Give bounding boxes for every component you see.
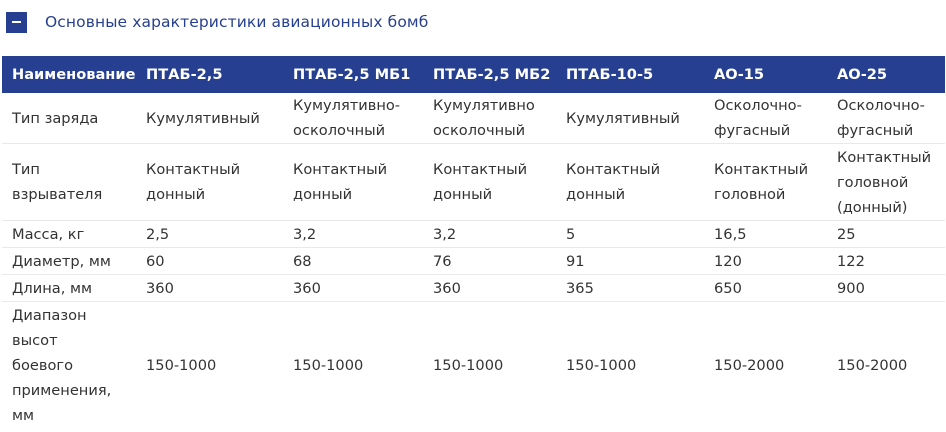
table-cell — [283, 302, 423, 430]
cell-line: фугасный — [714, 122, 791, 139]
cell-line: 3,2 — [433, 225, 457, 243]
row-mass — [2, 221, 945, 248]
row-label-line: Длина, мм — [12, 279, 92, 297]
table-cell — [283, 275, 423, 302]
row-label — [2, 302, 136, 430]
cell-line: 91 — [566, 252, 585, 270]
cell-line: 2,5 — [146, 225, 170, 243]
row-label-line: высот — [12, 332, 58, 349]
cell-line: фугасный — [837, 122, 914, 139]
table-cell — [423, 221, 556, 248]
cell-line: донный — [146, 186, 206, 203]
table-cell — [556, 93, 704, 144]
table-cell — [704, 144, 827, 221]
row-label-line: взрывателя — [12, 186, 103, 203]
table-cell — [283, 248, 423, 275]
cell-line: Осколочно- — [837, 97, 925, 114]
table-cell — [704, 221, 827, 248]
cell-line: 5 — [566, 225, 576, 243]
cell-line: 120 — [714, 252, 742, 270]
table-cell — [136, 248, 283, 275]
row-label-line: боевого — [12, 357, 74, 374]
table-cell — [827, 248, 945, 275]
cell-line: 150-1000 — [293, 357, 364, 374]
column-header: АО-25 — [827, 56, 945, 93]
cell-line: 150-1000 — [146, 357, 217, 374]
table-cell — [827, 221, 945, 248]
row-label-line: Диапазон — [12, 307, 87, 324]
cell-line: осколочный — [433, 122, 526, 139]
row-label — [2, 144, 136, 221]
table-header-row — [2, 56, 945, 93]
cell-line: 360 — [146, 279, 174, 297]
table-cell — [136, 144, 283, 221]
table-cell — [423, 144, 556, 221]
column-header: АО-15 — [704, 56, 827, 93]
cell-line: 150-1000 — [433, 357, 504, 374]
cell-line: осколочный — [293, 122, 386, 139]
cell-line: 122 — [837, 252, 865, 270]
row-label — [2, 275, 136, 302]
cell-line: 150-1000 — [566, 357, 637, 374]
cell-line: 650 — [714, 279, 742, 297]
row-length — [2, 275, 945, 302]
table-cell — [556, 144, 704, 221]
column-header: ПТАБ-2,5 МБ1 — [283, 56, 423, 93]
table-cell — [283, 144, 423, 221]
cell-line: Контактный — [837, 148, 932, 166]
table-cell — [136, 275, 283, 302]
row-fuze-type — [2, 144, 945, 221]
column-header: ПТАБ-10-5 — [556, 56, 704, 93]
cell-line: Осколочно- — [714, 97, 802, 114]
row-label-line: применения, — [12, 382, 112, 399]
row-label — [2, 248, 136, 275]
row-label-line: Тип заряда — [12, 109, 99, 127]
minus-icon — [12, 21, 21, 23]
cell-line: Кумулятивный — [146, 109, 260, 127]
cell-line: 68 — [293, 252, 312, 270]
cell-line: головной — [837, 173, 909, 191]
section-title: Основные характеристики авиационных бомб — [45, 13, 429, 31]
cell-line: донный — [293, 186, 353, 203]
table-cell — [827, 275, 945, 302]
table-cell — [704, 302, 827, 430]
collapse-toggle-button[interactable] — [6, 12, 27, 33]
table-body — [2, 93, 945, 429]
column-header: ПТАБ-2,5 МБ2 — [423, 56, 556, 93]
row-label-line: Диаметр, мм — [12, 252, 111, 270]
row-label-line: мм — [12, 407, 35, 424]
cell-line: 150-2000 — [714, 357, 785, 374]
cell-line: Кумулятивный — [566, 109, 680, 127]
table-cell — [423, 302, 556, 430]
column-header: Наименование — [2, 56, 136, 93]
cell-line: Кумулятивно- — [293, 97, 401, 114]
cell-line: 25 — [837, 225, 856, 243]
table-cell — [556, 248, 704, 275]
table-cell — [136, 221, 283, 248]
cell-line: Контактный — [293, 161, 388, 178]
cell-line: 150-2000 — [837, 357, 908, 374]
cell-line: 360 — [293, 279, 321, 297]
table-cell — [704, 275, 827, 302]
section-header — [6, 9, 428, 35]
table-cell — [827, 144, 945, 221]
cell-line: 3,2 — [293, 225, 317, 243]
table-cell — [136, 93, 283, 144]
column-header: ПТАБ-2,5 — [136, 56, 283, 93]
specs-table — [2, 56, 945, 429]
cell-line: донный — [566, 186, 626, 203]
row-altitude-range — [2, 302, 945, 430]
cell-line: 900 — [837, 279, 865, 297]
cell-line: головной — [714, 186, 786, 203]
table-cell — [704, 93, 827, 144]
cell-line: Контактный — [146, 161, 241, 178]
cell-line: (донный) — [837, 198, 908, 216]
cell-line: Контактный — [714, 161, 809, 178]
row-label-line: Тип — [12, 161, 40, 178]
row-diameter — [2, 248, 945, 275]
row-label — [2, 221, 136, 248]
table-cell — [136, 302, 283, 430]
cell-line: 16,5 — [714, 225, 747, 243]
row-label — [2, 93, 136, 144]
cell-line: 365 — [566, 279, 594, 297]
table-cell — [827, 302, 945, 430]
cell-line: донный — [433, 186, 493, 203]
cell-line: Кумулятивно — [433, 97, 535, 114]
table-cell — [556, 302, 704, 430]
table-cell — [283, 221, 423, 248]
cell-line: 76 — [433, 252, 452, 270]
table-cell — [827, 93, 945, 144]
row-charge-type — [2, 93, 945, 144]
cell-line: Контактный — [566, 161, 661, 178]
table-cell — [283, 93, 423, 144]
table-cell — [704, 248, 827, 275]
table-cell — [556, 221, 704, 248]
table-cell — [423, 93, 556, 144]
cell-line: Контактный — [433, 161, 528, 178]
table-cell — [556, 275, 704, 302]
table-cell — [423, 248, 556, 275]
cell-line: 60 — [146, 252, 165, 270]
row-label-line: Масса, кг — [12, 225, 85, 243]
cell-line: 360 — [433, 279, 461, 297]
table-cell — [423, 275, 556, 302]
